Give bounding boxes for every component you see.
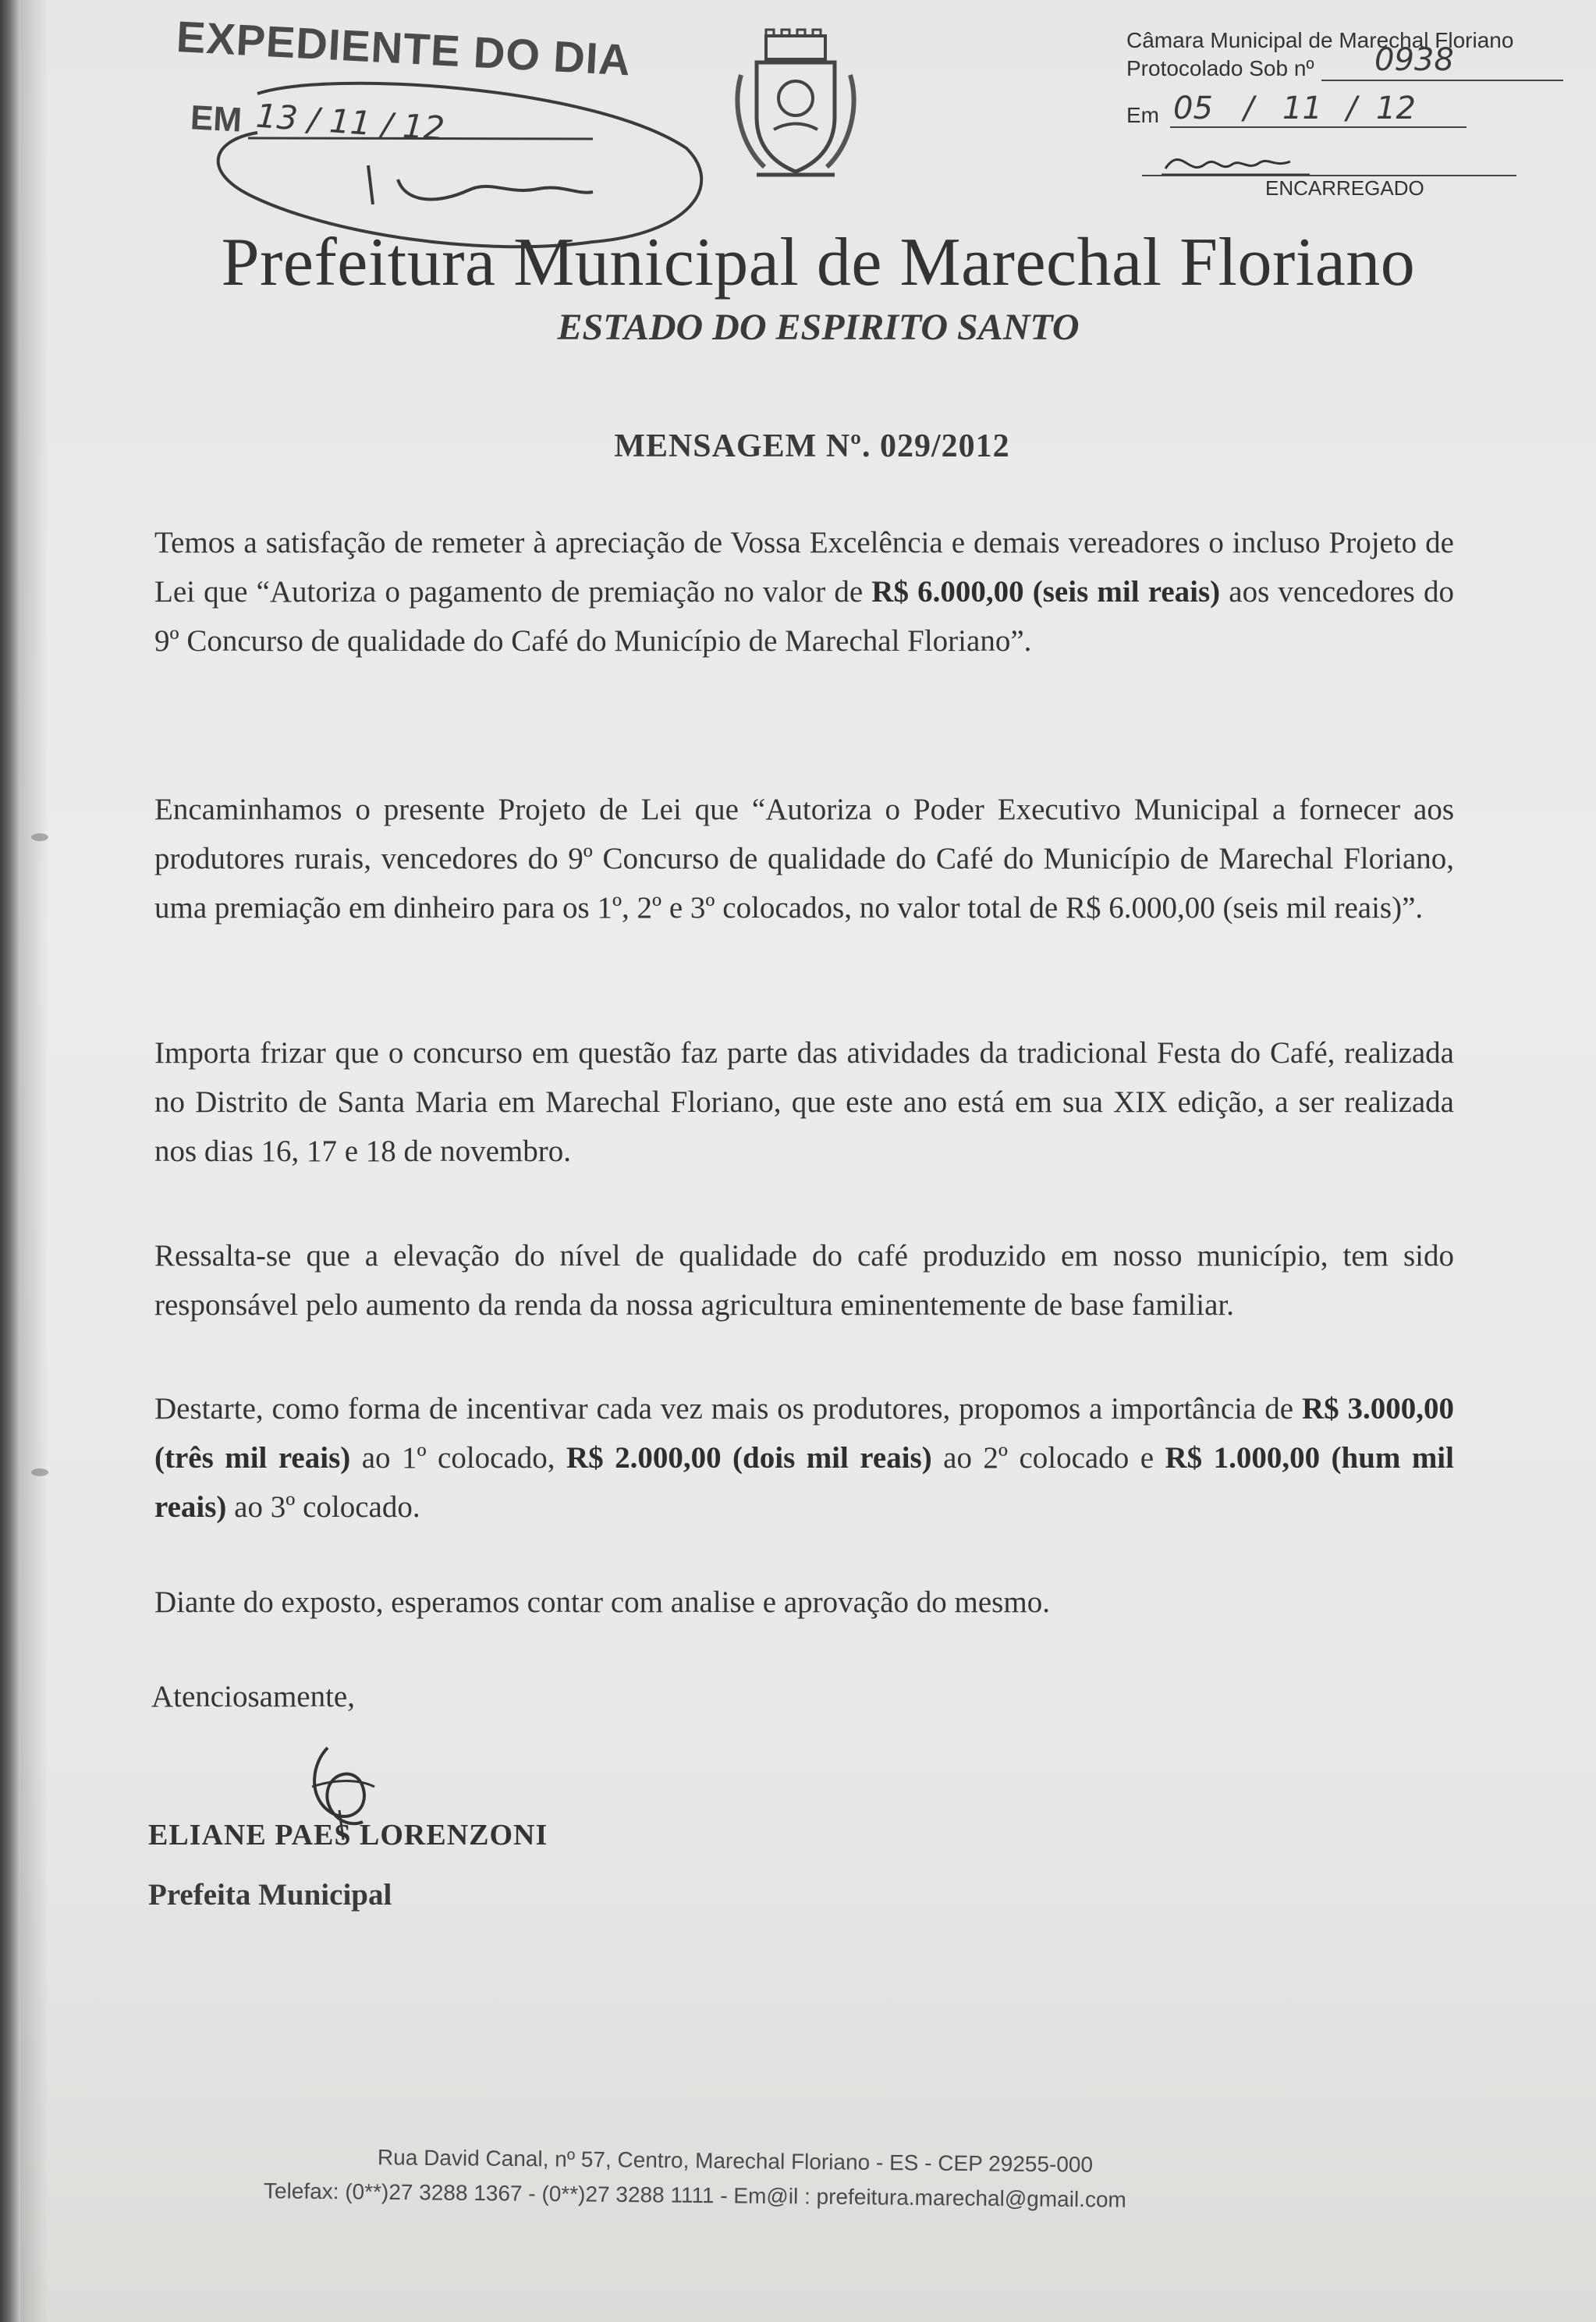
- paragraph-5: Destarte, como forma de incentivar cada vez mais os produtores, propomos a importância de R$ 3.000,00 (três mil reais) ao 1º colocado, R$ 2.000,00 (dois mil reais) ao 2º colocado e R$ 1.000,00 (hum mil reais) ao 3º colocado.: [154, 1392, 1454, 1524]
- registry-date-year: 12: [1376, 91, 1416, 126]
- protocol-number: 0938: [1374, 42, 1454, 78]
- municipal-coat-of-arms-icon: [725, 28, 866, 184]
- footer-address: Rua David Canal, nº 57, Centro, Marechal Floriano - ES - CEP 29255-000: [377, 2145, 1094, 2177]
- closing-salutation: Atenciosamente,: [151, 1680, 355, 1713]
- paragraph-1: Temos a satisfação de remeter à apreciação de Vossa Excelência e demais vereadores o incluso Projeto de Lei que “Autoriza o pagamento de premiação no valor de R$ 6.000,00 (seis mil reais) aos vencedores do 9º Concurso de qualidade do Café do Município de Marechal Floriano”.: [154, 526, 1454, 658]
- protocol-number-line: [1321, 80, 1563, 81]
- letterhead-title: Prefeitura Municipal de Marechal Floriano: [221, 225, 1416, 300]
- footer-contact: Telefax: (0**)27 3288 1367 - (0**)27 3288 1111 - Em@il : prefeitura.marechal@gmail.com: [263, 2178, 1126, 2212]
- expediente-stamp-em-label: EM: [189, 98, 243, 140]
- expediente-stamp-date: 13 / 11 / 12: [254, 96, 446, 148]
- registry-em-label: Em: [1126, 103, 1159, 127]
- registry-date-month: 11: [1282, 91, 1322, 126]
- registry-date-day: 05: [1173, 91, 1213, 126]
- paragraph-6: Diante do exposto, esperamos contar com analise e aprovação do mesmo.: [154, 1585, 1050, 1619]
- message-number-title: MENSAGEM Nº. 029/2012: [614, 428, 1010, 464]
- camara-name: Câmara Municipal de Marechal Floriano: [1126, 28, 1514, 52]
- protocol-label: Protocolado Sob nº: [1126, 56, 1314, 80]
- paragraph-3: Importa frizar que o concurso em questão faz parte das atividades da tradicional Festa do Café, realizada no Distrito de Santa Maria em Marechal Floriano, que este ano está em sua XIX edição, a ser realizada nos dias 16, 17 e 18 de novembro.: [154, 1036, 1454, 1168]
- paragraph-2: Encaminhamos o presente Projeto de Lei que “Autoriza o Poder Executivo Municipal a fornecer aos produtores rurais, vencedores do 9º Concurso de qualidade do Café do Município de Marechal Floriano, uma premiação em dinheiro para os 1º, 2º e 3º colocados, no valor total de R$ 6.000,00 (seis mil reais)”.: [154, 793, 1454, 925]
- expediente-stamp-title: EXPEDIENTE DO DIA: [175, 11, 633, 85]
- punch-hole-mark: [31, 1468, 48, 1476]
- signer-name: ELIANE PAES LORENZONI: [148, 1819, 548, 1852]
- paragraph-4: Ressalta-se que a elevação do nível de qualidade do café produzido em nosso município, tem sido responsável pelo aumento da renda da nossa agricultura eminentemente de base familiar.: [154, 1239, 1454, 1322]
- registry-date-line: [1170, 126, 1467, 128]
- encarregado-label: ENCARREGADO: [1265, 176, 1424, 200]
- signer-role: Prefeita Municipal: [148, 1878, 392, 1912]
- punch-hole-mark: [31, 833, 48, 841]
- letterhead-subtitle: ESTADO DO ESPIRITO SANTO: [557, 307, 1080, 348]
